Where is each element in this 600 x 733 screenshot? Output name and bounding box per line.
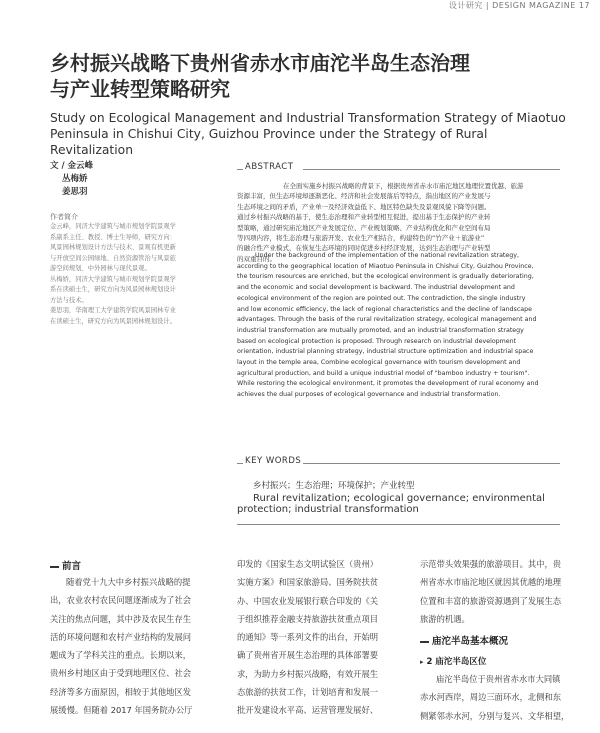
section-heading-overview xyxy=(420,633,508,647)
body-line: 随着党十九大中乡村振兴战略的提 xyxy=(66,577,191,587)
body-line: 赤水河西岸，周边三面环水，北侧和东 xyxy=(420,692,562,703)
heading-bar xyxy=(420,641,429,643)
abstract-en-line: advantages. Through the basis of the rural revitalization strategy, ecological management and xyxy=(237,316,537,324)
title-en-line: Peninsula in Chishui City, Guizhou Province under the Strategy of Rural Revitalization xyxy=(50,127,488,157)
abstract-cn-line: 等四项内容，将生态治理与旅游开发、农业生产相结合，构建特色的“竹产业＋旅游业” xyxy=(237,234,485,243)
abstract-en-line: layout in the temple area, Combine ecological governance with tourism development and xyxy=(237,359,521,367)
author-line: 丛梅娇 xyxy=(62,174,88,184)
bio-line: 丛梅娇，同济大学建筑与城市规划学院景观学 xyxy=(50,275,176,283)
abstract-en-line: according to the geographical location of Miaotuo Peninsula in Chishui City, Guizhou Province, xyxy=(237,262,534,270)
body-line: 的通知》等一系列文件的出台，开始明 xyxy=(237,632,379,643)
body-line: 于组织推荐金融支持旅游扶贫重点项目 xyxy=(237,613,379,624)
abstract-en-line: orientation, industrial planning strategy, industrial structure optimization and industrial space xyxy=(237,348,534,356)
bio-line: 游空间规划、中外园林与现代景观。 xyxy=(50,265,151,272)
body-line: 州省赤水市庙沱地区就因其优越的地理 xyxy=(420,577,562,588)
heading-bar xyxy=(50,566,59,568)
running-head: 设计研究 | DESIGN MAGAZINE 17 xyxy=(448,1,590,10)
body-line: 办、中国农业发展银行联合印发的《关 xyxy=(237,595,379,606)
keywords-rule-left xyxy=(237,463,243,464)
bio-line: 风景园林规划设计方法与技术、景观有机更新 xyxy=(50,244,176,251)
keywords-en: Rural revitalization; ecological governance; environmental protection; industrial transformation xyxy=(237,493,545,515)
bio-line: 金云峰，同济大学建筑与城市规划学院景观学 xyxy=(50,223,176,230)
abstract-rule-right xyxy=(303,169,560,170)
title-en-line: Study on Ecological Management and Industrial Transformation Strategy of Miaotuo xyxy=(50,111,566,125)
body-line: 经济等多方面原因，相较于其他地区发 xyxy=(50,686,192,697)
body-line: 庙沱半岛位于贵州省赤水市大同镇 xyxy=(436,674,561,684)
abstract-en-line: Under the background of the implementation of the national revitalization strategy, xyxy=(255,252,519,259)
keywords-rule-right xyxy=(303,463,560,464)
abstract-en-line: and low economic efficiency, the lack of regional characteristics and the decline of landscape xyxy=(237,305,533,313)
abstract-en-line: the tourism resources are enriched, but the ecological environment is gradually deteriorating, xyxy=(237,273,534,281)
abstract-en xyxy=(237,251,560,401)
body-line: 侧紧邻赤水河，分别与复兴、文华相望， xyxy=(420,710,570,721)
abstract-en-line: achieves the dual purposes of ecological governance and industrial transformation. xyxy=(237,391,501,399)
title-cn-line: 乡村振兴战略下贵州省赤水市庙沱半岛生态治理 xyxy=(50,51,470,75)
triangle-icon: ▸ xyxy=(420,658,424,666)
abstract-cn-line: 型策略，通过研究庙沱地区产业发展定位、产业规划策略、产业结构优化和产业空间布局 xyxy=(237,223,491,232)
body-line: 活的环境问题和农村产业结构的发展问 xyxy=(50,631,192,642)
bio-line: 系在读硕士生，研究方向为风景园林规划设计 xyxy=(50,286,176,293)
abstract-en-line: agricultural production, and build a unique industrial model of "bamboo industry + tourism". xyxy=(237,369,530,377)
author-bio xyxy=(50,222,200,327)
abstract-rule-left xyxy=(237,169,243,170)
section-heading-intro xyxy=(50,558,81,572)
body-line: 贵州乡村地区由于受到地理区位、社会 xyxy=(50,668,192,679)
body-line: 旅游的机遇。 xyxy=(420,613,470,624)
body-column-3-bottom xyxy=(420,670,585,725)
abstract-heading: ABSTRACT xyxy=(245,162,294,172)
abstract-cn-line: 的双重目的。 xyxy=(237,254,276,263)
authors xyxy=(50,160,93,199)
body-line: 态旅游的扶贫工作，计划培育和发展一 xyxy=(237,687,379,698)
subsection-heading xyxy=(420,655,486,667)
body-line: 确了贵州省开展生态治理的具体部署要 xyxy=(237,650,379,661)
bio-line: 在读硕士生，研究方向为风景园林规划设计。 xyxy=(50,317,176,325)
bio-line: 系副系主任、教授、博士生导师，研究方向： xyxy=(50,233,176,241)
body-line: 位置和丰富的旅游资源遇到了发展生态 xyxy=(420,595,562,606)
author-line: 姜思羽 xyxy=(62,187,88,197)
title-cn xyxy=(50,50,570,102)
body-line: 求，为助力乡村振兴战略，有效开展生 xyxy=(237,668,379,679)
bio-line: 与开放空间公园绿地、自然资源管治与风景旅 xyxy=(50,254,176,262)
bio-heading: 作者简介 xyxy=(50,213,78,221)
keywords-heading: KEY WORDS xyxy=(245,456,302,466)
keywords-cn: 乡村振兴；生态治理；环境保护；产业转型 xyxy=(253,481,415,491)
abstract-cn-line: 在全面实施乡村振兴战略的背景下，根据贵州省赤水市庙沱地区地理位置优越、旅游 xyxy=(283,182,524,190)
abstract-en-line: ecological environment of the region are pointed out. The contradiction, the single industry xyxy=(237,294,526,302)
author-line: 文 / 金云峰 xyxy=(50,161,94,171)
body-line: 展缓慢。但随着 2017 年国务院办公厅 xyxy=(50,705,193,716)
body-line: 印发的《国家生态文明试验区（贵州） xyxy=(237,559,379,569)
body-column-1 xyxy=(50,573,215,719)
abstract-en-line: industrial transformation are mutually promoted, and an industrial transformation strategy xyxy=(237,326,524,334)
bio-line: 方法与技术。 xyxy=(50,296,88,304)
keywords-bottom-rule xyxy=(237,524,560,525)
abstract-en-line: and the economic and social development is backward. The industrial development and xyxy=(237,284,515,292)
abstract-en-line: based on ecological protection is proposed. Through research on industrial development xyxy=(237,337,517,345)
abstract-cn-line: 资源丰富，但生态环境却逐渐恶化、经济和社会发展落后等特点，指出地区的产业发展与 xyxy=(237,192,491,201)
body-line: 题成为了学科关注的重点。长期以来， xyxy=(50,650,192,661)
body-line: 批开发建设水平高、运营管理发展好、 xyxy=(237,705,379,716)
abstract-cn-line: 生态环境之间的矛盾，产业单一及经济效益低下、地区特色缺失及景观风貌下降等问题。 xyxy=(237,202,491,211)
bio-line: 姜思羽，华南理工大学建筑学院风景园林专业 xyxy=(50,307,176,314)
title-cn-line: 与产业转型策略研究 xyxy=(50,77,230,101)
abstract-en-line: While restoring the ecological environment, it promotes the development of rural economy and xyxy=(237,380,539,388)
body-line: 实施方案》和国家旅游局、国务院扶贫 xyxy=(237,577,379,588)
abstract-cn-line: 通过乡村振兴战略的基于，使生态治理和产业转型相互促进，提出基于生态保护的产业转 xyxy=(237,213,491,222)
abstract-cn-line: 的融合性产业模式，在恢复生态环境的同时促进乡村经济发展，达到生态治理与产业转型 xyxy=(237,244,491,253)
section-heading-text: 庙沱半岛基本概况 xyxy=(432,636,509,647)
body-column-2 xyxy=(237,555,402,720)
body-line: 示范带头效果强的旅游项目。其中，贵 xyxy=(420,559,562,569)
section-heading-text: 前言 xyxy=(62,561,82,572)
body-line: 出，农业农村农民问题逐渐成为了社会 xyxy=(50,595,192,606)
body-line: 关注的焦点问题，其中涉及农民生存生 xyxy=(50,613,192,624)
subsection-heading-text: 2 庙沱半岛区位 xyxy=(426,657,487,667)
title-en xyxy=(50,110,570,158)
body-column-3 xyxy=(420,555,585,628)
